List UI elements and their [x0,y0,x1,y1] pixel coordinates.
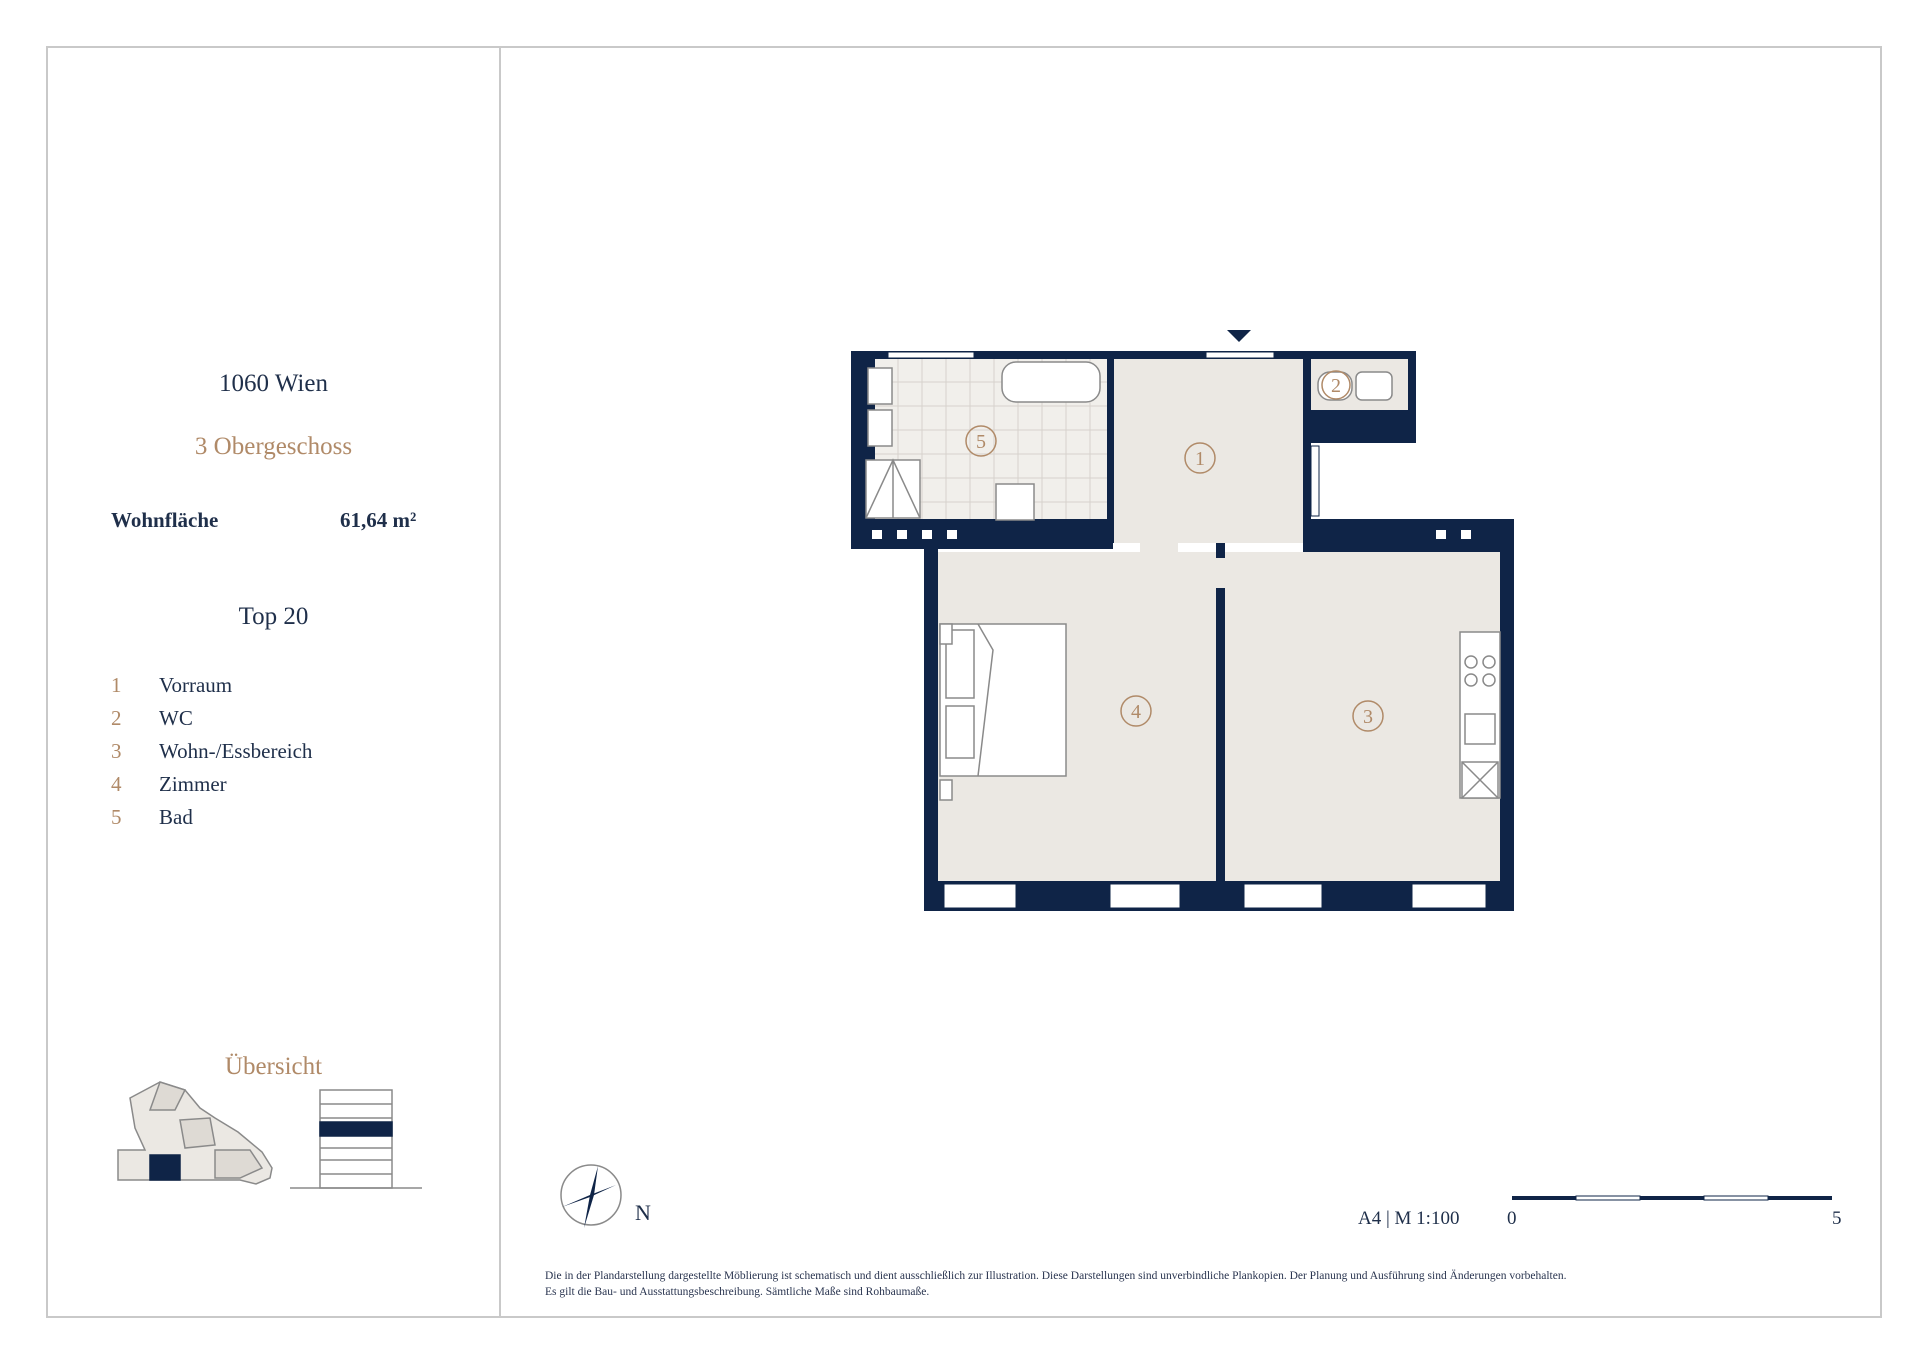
kitchen-sink-icon [1465,714,1495,744]
room-marker-label: 1 [1195,448,1205,470]
unit-label: Top 20 [238,603,309,630]
window [888,352,974,358]
bathtub-icon [1002,362,1100,402]
wall [1500,519,1514,911]
disclaimer [545,1268,1825,1300]
nightstand-icon [940,624,952,644]
sink-icon [868,368,892,404]
room-number: 3 [111,739,122,763]
window [944,884,1016,908]
room-marker-label: 3 [1363,706,1373,728]
entrance-arrow-icon [1227,330,1251,342]
disclaimer-line: Die in der Plandarstellung dargestellte Möblierung ist schematisch und dient ausschließlich zur Illustration. Diese Darstellungen sind unverbindliche Plankopien. Der Planung und Ausführung sind Änderungen vorbehalten. [545,1270,1567,1282]
floor-label: 3 Obergeschoss [194,433,353,460]
wall [1303,351,1311,543]
wall [924,543,938,911]
pillow-icon [946,706,974,758]
room-number: 1 [111,673,122,697]
window [1244,884,1322,908]
disclaimer-line: Es gilt die Bau- und Ausstattungsbeschreibung. Sämtliche Maße sind Rohbaumaße. [545,1286,930,1298]
window [1412,884,1486,908]
room-number: 4 [111,772,122,796]
scale-label: A4 | M 1:100 [1358,1208,1460,1229]
room-name: Wohn-/Essbereich [159,739,313,763]
nightstand-icon [940,780,952,800]
wall [1216,543,1225,882]
wall [1303,410,1416,443]
room-number: 2 [111,706,122,730]
wall [851,519,1113,549]
living-area-value: 61,64 m² [340,508,417,532]
room-name: Bad [159,805,193,829]
scale-end-label: 5 [1832,1208,1842,1229]
stove-burner-icon [1483,674,1495,686]
hallway-floor [1112,358,1305,543]
window [1311,446,1319,516]
overview-title: Übersicht [224,1053,323,1080]
address: 1060 Wien [219,370,328,397]
room-name: Vorraum [159,673,233,697]
window [1110,884,1180,908]
room-name: Zimmer [159,772,227,796]
toilet-icon [1356,372,1392,400]
stove-burner-icon [1465,656,1477,668]
stove-burner-icon [1483,656,1495,668]
room-marker-label: 2 [1331,375,1341,397]
scale-bar [1512,1196,1832,1200]
room-number: 5 [111,805,122,829]
compass-icon [561,1165,621,1228]
wall [1107,351,1114,543]
wall [1303,519,1510,552]
scale-start-label: 0 [1507,1208,1517,1229]
room-name: WC [159,706,193,730]
north-label: N [635,1200,651,1225]
living-area-label: Wohnfläche [111,508,219,532]
stove-burner-icon [1465,674,1477,686]
wall [1408,351,1416,443]
room-marker-label: 4 [1131,701,1141,723]
washing-machine-icon [996,484,1034,520]
window [1206,352,1274,358]
sink-icon [868,410,892,446]
room-marker-label: 5 [976,431,986,453]
